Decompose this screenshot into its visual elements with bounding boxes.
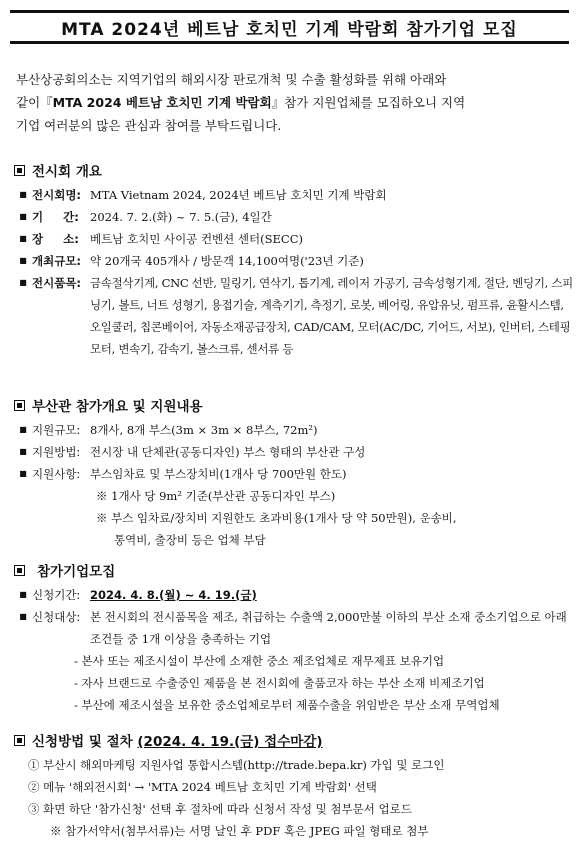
info-value: 베트남 호치민 사이공 컨벤션 센터(SECC) <box>90 232 303 246</box>
section-heading <box>14 160 574 180</box>
step-item: ① 부산시 해외마케팅 지원사업 통합시스템(http://trade.bepa.kr) 가입 및 로그인 <box>28 758 445 772</box>
bullet-icon: ■ <box>19 425 27 434</box>
info-value: 약 20개국 405개사 / 방문객 14,100여명('23년 기준) <box>90 254 364 268</box>
step-item: ③ 화면 하단 '참가신청' 선택 후 절차에 따라 신청서 작성 및 첨부문서 업로드 <box>28 802 412 816</box>
condition-item: - 부산에 제조시설을 보유한 중소업체로부터 제품수출을 위임받은 부산 소재 무역업체 <box>74 698 500 712</box>
event-name: MTA 2024 베트남 호치민 기계 박람회 <box>52 95 272 110</box>
info-value: 전시장 내 단체관(공동디자인) 부스 형태의 부산관 구성 <box>90 445 366 459</box>
info-row <box>14 419 574 441</box>
intro-line <box>16 91 571 114</box>
info-row <box>14 250 574 272</box>
info-label: 개최규모: <box>32 254 82 268</box>
info-row <box>14 272 574 360</box>
intro-text: 같이『 <box>16 95 53 110</box>
page-title: MTA 2024년 베트남 호치민 기계 박람회 참가기업 모집 <box>61 19 518 40</box>
bullet-icon: ■ <box>19 447 27 456</box>
application-period: 2024. 4. 8.(월) ~ 4. 19.(금) <box>90 588 257 602</box>
bullet-icon: ■ <box>19 469 27 478</box>
info-row <box>14 184 574 206</box>
intro-line: 기업 여러분의 많은 관심과 참여를 부탁드립니다. <box>16 118 282 133</box>
title-box <box>10 10 569 44</box>
info-label: 전시회명: <box>32 188 82 202</box>
info-row <box>14 584 574 606</box>
square-bullet-icon <box>14 565 25 576</box>
info-row <box>14 206 574 228</box>
bullet-icon: ■ <box>19 256 27 265</box>
info-label: 지원사항: <box>32 467 81 481</box>
section-heading-text: 부산관 참가개요 및 지원내용 <box>32 399 203 415</box>
note-line: ※ 참가서약서(첨부서류)는 서명 날인 후 PDF 혹은 JPEG 파일 형태로 첨부 <box>50 824 429 838</box>
condition-item: - 본사 또는 제조시설이 부산에 소재한 중소 제조업체로 재무제표 보유기업 <box>74 654 445 668</box>
section-overview <box>14 160 574 360</box>
section-heading <box>14 395 574 415</box>
info-row <box>14 606 574 650</box>
square-bullet-icon <box>14 735 25 746</box>
note-line: ※ 1개사 당 9m² 기준(부산관 공동디자인 부스) <box>96 489 336 503</box>
info-value: 2024. 7. 2.(화) ~ 7. 5.(금), 4일간 <box>90 210 272 224</box>
info-label: 지원방법: <box>32 445 81 459</box>
section-heading-text: 전시회 개요 <box>32 164 102 180</box>
note-line: ※ 부스 임차료/장치비 지원한도 초과비용(1개사 당 약 50만원), 운송비, <box>96 511 457 525</box>
section-busan-pavilion <box>14 395 574 551</box>
section-heading-text: 신청방법 및 절차 <box>32 734 138 750</box>
info-label: 전시품목: <box>32 276 82 290</box>
info-label: 지원규모: <box>32 423 81 437</box>
intro-line: 부산상공회의소는 지역기업의 해외시장 판로개척 및 수출 활성화를 위해 아래와 <box>16 72 447 87</box>
bullet-icon: ■ <box>19 190 27 199</box>
info-label: 장 소: <box>32 232 79 246</box>
info-value: 8개사, 8개 부스(3m × 3m × 8부스, 72m²) <box>90 423 318 437</box>
info-row <box>14 228 574 250</box>
section-heading-text: 참가기업모집 <box>37 564 116 580</box>
intro-text: 』참가 지원업체를 모집하오니 지역 <box>271 95 466 110</box>
info-row <box>14 441 574 463</box>
intro-paragraph <box>16 68 571 137</box>
info-value: 본 전시회의 전시품목을 제조, 취급하는 수출액 2,000만불 이하의 부산 소재 중소기업으로 아래 조건들 중 1개 이상을 충족하는 기업 <box>90 610 567 646</box>
square-bullet-icon <box>14 165 25 176</box>
note-line: 통역비, 출장비 등은 업체 부담 <box>114 533 266 547</box>
bullet-icon: ■ <box>19 212 27 221</box>
info-row <box>14 463 574 485</box>
info-label: 신청대상: <box>32 610 81 624</box>
bullet-icon: ■ <box>19 612 27 621</box>
info-value: MTA Vietnam 2024, 2024년 베트남 호치민 기계 박람회 <box>90 188 387 202</box>
bullet-icon: ■ <box>19 590 27 599</box>
section-heading <box>14 730 574 750</box>
section-application-method <box>14 730 574 842</box>
step-item: ② 메뉴 '해외전시회' → 'MTA 2024 베트남 호치민 기계 박람회' 선택 <box>28 780 377 794</box>
section-recruitment <box>14 560 574 716</box>
info-value: 부스임차료 및 부스장치비(1개사 당 700만원 한도) <box>90 467 347 481</box>
info-value: 금속절삭기계, CNC 선반, 밀링기, 연삭기, 톱기계, 레이저 가공기, 금속성형기계, 절단, 벤딩기, 스피닝기, 볼트, 너트 성형기, 용접기술, 계측기기, 측정기, 로봇, 베어링, 유압유닛, 펌프류, 윤활시스템, 오일쿨러, 칩콘베이어, 자동소재공급장치, CAD/CAM, 모터(AC/DC, 기어드, 서보), 인버터, 스테핑 모터, 변속기, 감속기, 볼스크류, 센서류 등 <box>90 276 573 356</box>
condition-item: - 자사 브랜드로 수출중인 제품을 본 전시회에 출품코자 하는 부산 소재 비제조기업 <box>74 676 485 690</box>
square-bullet-icon <box>14 400 25 411</box>
section-heading <box>14 560 574 580</box>
bullet-icon: ■ <box>19 278 27 287</box>
info-label: 기 간: <box>32 210 79 224</box>
info-label: 신청기간: <box>32 588 81 602</box>
bullet-icon: ■ <box>19 234 27 243</box>
deadline: (2024. 4. 19.(금) 접수마감) <box>137 734 323 750</box>
